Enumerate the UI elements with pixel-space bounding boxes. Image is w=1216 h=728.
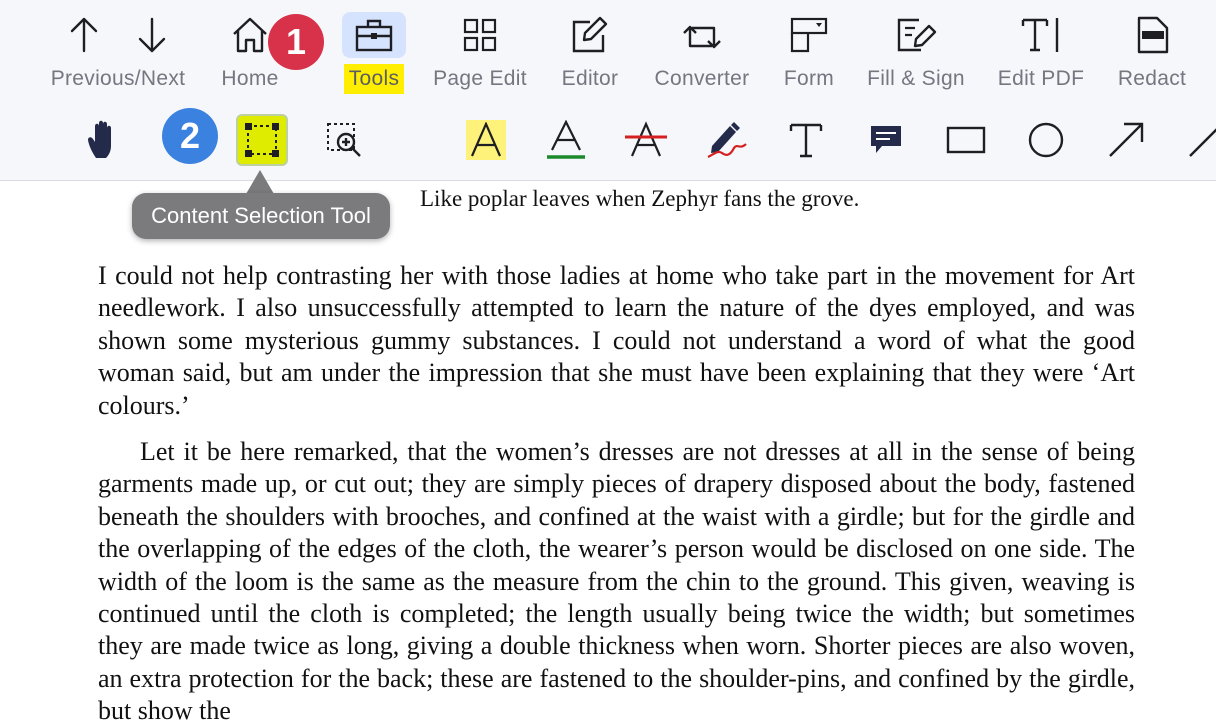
hand-tool-button[interactable] <box>76 112 132 168</box>
form-button[interactable] <box>778 6 840 96</box>
edit-pdf-label: Edit PDF <box>997 67 1085 90</box>
main-toolbar <box>0 0 1216 181</box>
comment-button[interactable] <box>858 112 914 168</box>
tools-button[interactable] <box>336 6 412 96</box>
line-button[interactable] <box>1184 112 1216 168</box>
text-box-button[interactable] <box>778 112 834 168</box>
document-page <box>0 181 1216 727</box>
underline-text-button[interactable] <box>538 112 594 168</box>
underline-text-icon <box>546 120 586 160</box>
rectangle-icon <box>946 125 986 155</box>
highlight-text-button[interactable] <box>458 112 514 168</box>
form-icon <box>790 17 828 53</box>
area-zoom-icon <box>324 120 364 160</box>
content-selection-icon <box>243 121 281 159</box>
area-zoom-button[interactable] <box>316 112 372 168</box>
edit-pdf-button[interactable] <box>994 6 1088 96</box>
converter-label: Converter <box>654 67 750 90</box>
arrow-icon <box>1106 120 1146 160</box>
comment-icon <box>868 122 904 158</box>
converter-button[interactable] <box>648 6 756 96</box>
arrow-button[interactable] <box>1098 112 1154 168</box>
paragraph: Let it be here remarked, that the women’s dresses are not dresses at all in the sense of being garments made up, or cut out; they are simply pieces of drapery disposed about the body, fastened beneath the shoulders with brooches, and confined at the waist with a girdle; but for the girdle and the overlapping of the edges of the cloth, the wearer’s person would be disclosed on one side. The width of the loom is the same as the measure from the chin to the ground. This given, weaving is continued until the cloth is completed; the length usually being twice the width; but sometimes they are made twice as long, giving a double thickness when worn. Shorter pieces are also woven, an extra protection for the back; these are fastened to the shoulder-pins, and confined by the girdle, but show the <box>98 437 1135 726</box>
redact-icon <box>1135 16 1169 54</box>
text-box-icon <box>788 122 824 158</box>
previous-next-button[interactable] <box>44 6 192 96</box>
convert-icon <box>682 16 722 54</box>
home-icon <box>230 16 270 54</box>
editor-button[interactable] <box>554 6 626 96</box>
highlight-text-icon <box>469 122 503 158</box>
hand-icon <box>86 120 122 160</box>
previous-next-label: Previous/Next <box>50 67 186 90</box>
fill-sign-icon <box>895 16 937 54</box>
editor-label: Editor <box>561 67 619 90</box>
page-edit-button[interactable] <box>428 6 532 96</box>
briefcase-icon <box>354 18 394 52</box>
pen-icon <box>704 120 748 160</box>
redact-label: Redact <box>1117 67 1187 90</box>
strikethrough-text-icon <box>624 120 668 160</box>
page-edit-label: Page Edit <box>433 67 527 90</box>
arrow-down-icon[interactable] <box>137 17 167 53</box>
strikethrough-text-button[interactable] <box>618 112 674 168</box>
pen-button[interactable] <box>698 112 754 168</box>
annotation-badge-2: 2 <box>162 108 218 164</box>
ellipse-icon <box>1027 121 1065 159</box>
verse-line: Like poplar leaves when Zephyr fans the grove. <box>420 186 860 211</box>
annotation-badge-1: 1 <box>268 14 324 70</box>
redact-button[interactable] <box>1112 6 1192 96</box>
form-label: Form <box>783 67 835 90</box>
text-cursor-icon <box>1020 16 1062 54</box>
arrow-up-icon[interactable] <box>69 17 99 53</box>
home-label: Home <box>221 67 279 90</box>
paragraph: I could not help contrasting her with those ladies at home who take part in the movement for Art needlework. I also unsuccessfully attempted to learn the nature of the dyes employed, and was shown some mysterious gummy substances. I could not understand a word of what the good woman said, but am under the impression that she must have been explaining that they were ‘Art colours.’ <box>98 261 1135 420</box>
edit-square-icon <box>570 16 610 54</box>
fill-sign-button[interactable] <box>862 6 970 96</box>
tools-label: Tools <box>344 64 405 94</box>
fill-sign-label: Fill & Sign <box>867 67 965 90</box>
line-icon <box>1184 120 1216 160</box>
rectangle-button[interactable] <box>938 112 994 168</box>
grid-icon <box>463 18 497 52</box>
content-selection-tool-button[interactable] <box>234 112 290 168</box>
ellipse-button[interactable] <box>1018 112 1074 168</box>
content-selection-tooltip: Content Selection Tool <box>132 193 390 239</box>
